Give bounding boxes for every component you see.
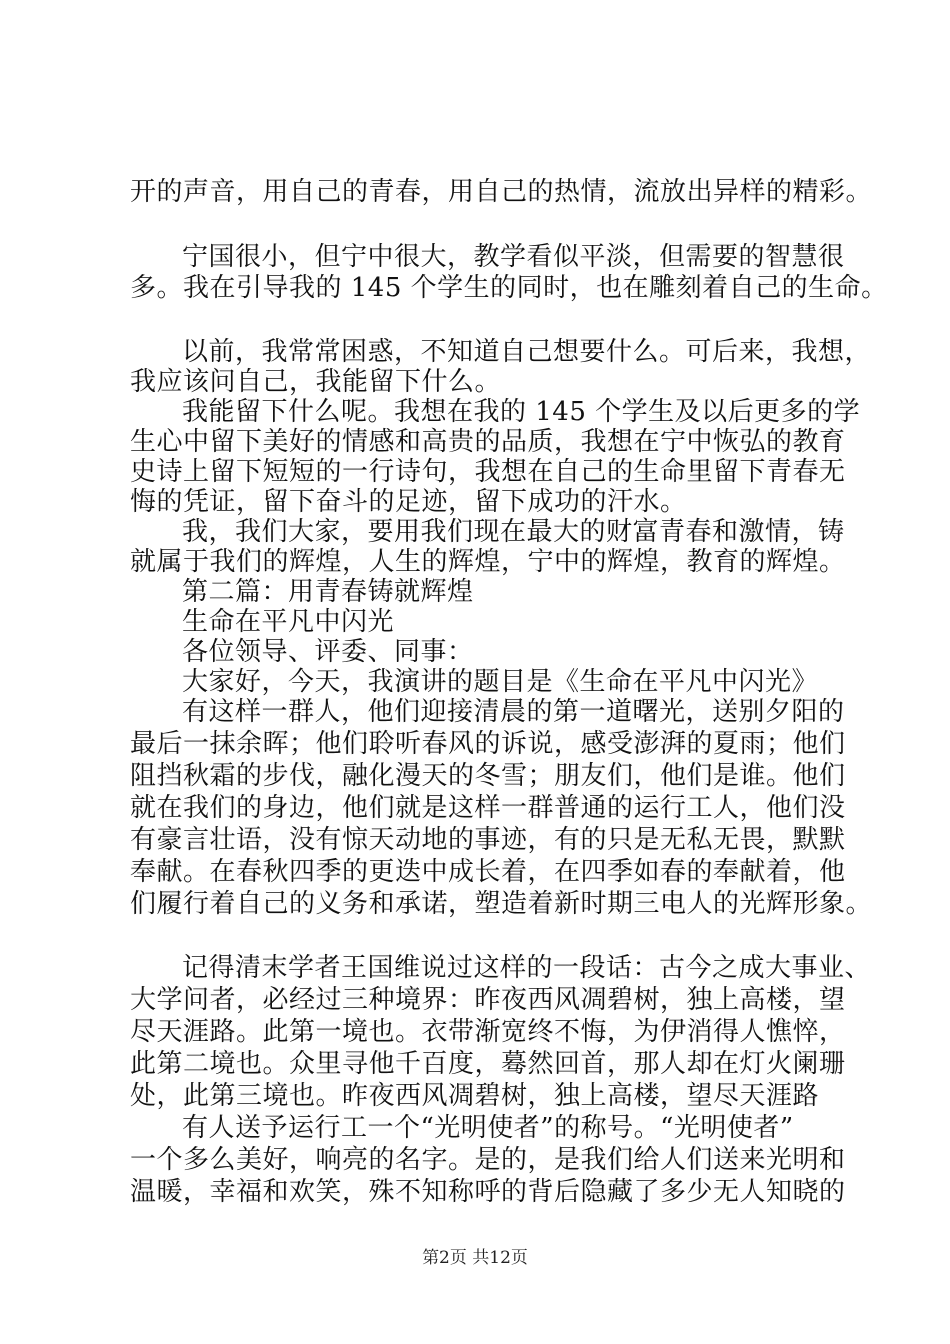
text-line: 生心中留下美好的情感和高贵的品质，我想在宁中恢弘的教育: [130, 427, 846, 457]
text-line: 宁国很小，但宁中很大，教学看似平淡，但需要的智慧很: [182, 242, 845, 272]
text-line: 就在我们的身边，他们就是这样一群普通的运行工人，他们没: [130, 793, 846, 823]
text-line: 大学问者，必经过三种境界：昨夜西风凋碧树，独上高楼，望: [130, 985, 846, 1015]
text-line: 我，我们大家，要用我们现在最大的财富青春和激情，铸: [182, 517, 845, 547]
text-line: 开的声音，用自己的青春，用自己的热情，流放出异样的精彩。: [130, 177, 873, 207]
text-line: 悔的凭证，留下奋斗的足迹，留下成功的汗水。: [130, 487, 687, 517]
text-line: 奉献。在春秋四季的更迭中成长着，在四季如春的奉献着，他: [130, 857, 846, 887]
text-line: 史诗上留下短短的一行诗句，我想在自己的生命里留下青春无: [130, 457, 846, 487]
text-line: 一个多么美好，响亮的名字。是的，是我们给人们送来光明和: [130, 1145, 846, 1175]
salutation: 各位领导、评委、同事：: [182, 637, 474, 667]
text-line: 此第二境也。众里寻他千百度，蓦然回首，那人却在灯火阑珊: [130, 1049, 846, 1079]
speech-title: 生命在平凡中闪光: [182, 607, 395, 637]
text-line: 尽天涯路。此第一境也。衣带渐宽终不悔，为伊消得人憔悴，: [130, 1017, 846, 1047]
text-line: 处，此第三境也。昨夜西风凋碧树，独上高楼，望尽天涯路: [130, 1081, 820, 1111]
section-heading: 第二篇：用青春铸就辉煌: [182, 577, 474, 607]
text-line: 我应该问自己，我能留下什么。: [130, 367, 502, 397]
text-line: 我能留下什么呢。我想在我的 145 个学生及以后更多的学: [182, 397, 861, 427]
page-number-footer: 第2页 共12页: [422, 1248, 528, 1268]
text-line: 大家好，今天，我演讲的题目是《生命在平凡中闪光》: [182, 667, 819, 697]
text-line: 们履行着自己的义务和承诺，塑造着新时期三电人的光辉形象。: [130, 889, 873, 919]
text-line: 就属于我们的辉煌，人生的辉煌，宁中的辉煌，教育的辉煌。: [130, 547, 846, 577]
text-line: 多。我在引导我的 145 个学生的同时，也在雕刻着自己的生命。: [130, 273, 888, 303]
text-line: 以前，我常常困惑，不知道自己想要什么。可后来，我想，: [182, 337, 872, 367]
text-line: 阻挡秋霜的步伐，融化漫天的冬雪；朋友们，他们是谁。他们: [130, 761, 846, 791]
text-line: 有豪言壮语，没有惊天动地的事迹，有的只是无私无畏，默默: [130, 825, 846, 855]
text-line: 记得清末学者王国维说过这样的一段话：古今之成大事业、: [182, 953, 872, 983]
text-line: 有这样一群人，他们迎接清晨的第一道曙光，送别夕阳的: [182, 697, 845, 727]
text-line: 有人送予运行工一个“光明使者”的称号。“光明使者”: [182, 1113, 794, 1143]
text-line: 最后一抹余晖；他们聆听春风的诉说，感受澎湃的夏雨；他们: [130, 729, 846, 759]
text-line: 温暖，幸福和欢笑，殊不知称呼的背后隐藏了多少无人知晓的: [130, 1177, 846, 1207]
